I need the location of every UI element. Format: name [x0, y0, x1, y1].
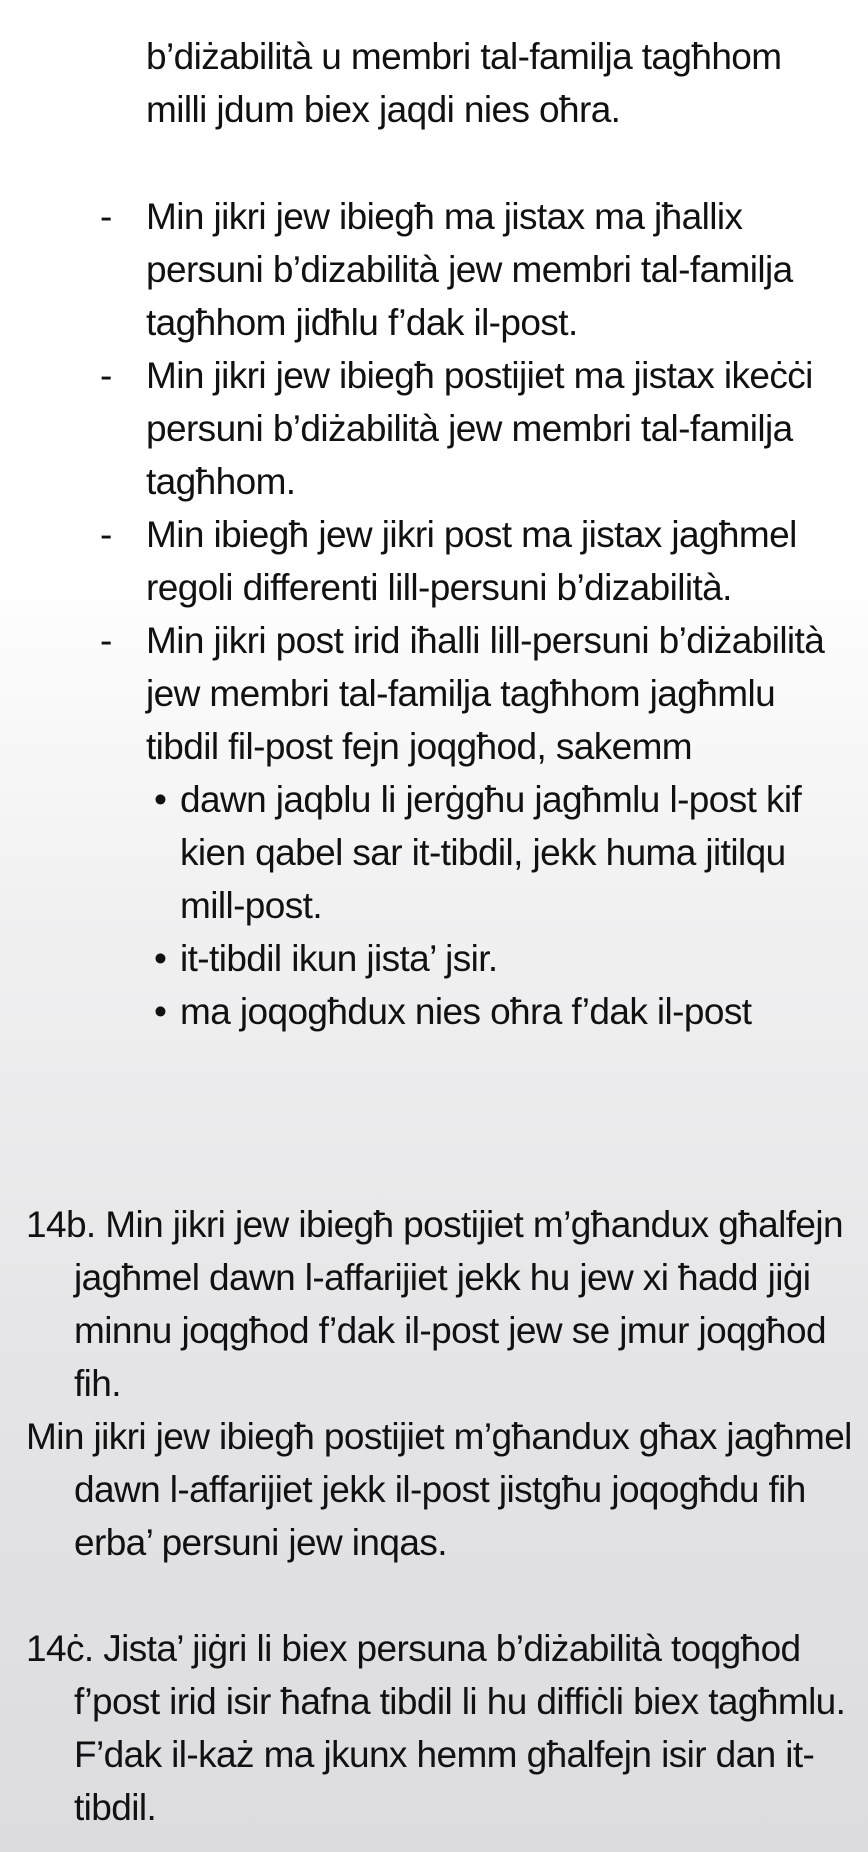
- list-item-text: Min jikri jew ibiegħ ma jistax ma jħallix persuni b’dizabilità jew membri tal-familja tagħhom jidħlu f’dak il-post.: [146, 196, 793, 343]
- bullet-item-text: ma joqogħdux nies oħra f’dak il-post: [180, 991, 752, 1032]
- list-item-text: Min ibiegħ jew jikri post ma jistax jagħmel regoli differenti lill-persuni b’dizabilità.: [146, 514, 797, 608]
- bullet-list: [154, 773, 846, 1038]
- list-item-text: Min jikri post irid iħalli lill-persuni b’diżabilità jew membri tal-familja tagħhom jagħmlu tibdil fil-post fejn joqgħod, sakemm: [146, 620, 825, 767]
- intro-paragraph: b’diżabilità u membri tal-familja tagħhom milli jdum biex jaqdi nies oħra.: [146, 36, 782, 130]
- bullet-item-text: dawn jaqblu li jerġgħu jagħmlu l-post kif kien qabel sar it-tibdil, jekk huma jitilqu mill-post.: [180, 779, 802, 926]
- section-14c-paragraph: 14ċ. Jista’ jiġri li biex persuna b’diżabilità toqgħod f’post irid isir ħafna tibdil li hu diffiċli biex tagħmlu. F’dak il-każ ma jkunx hemm għalfejn isir dan it-tibdil.: [26, 1628, 846, 1828]
- section-14b-paragraph-2: Min jikri jew ibiegħ postijiet m’għandux għax jagħmel dawn l-affarijiet jekk il-post jistgħu joqogħdu fih erba’ persuni jew inqas.: [26, 1416, 852, 1563]
- bullet-marker: •: [154, 938, 167, 979]
- list-item: [0, 349, 846, 508]
- paragraph-gap: [26, 1569, 856, 1622]
- bullet-item: [154, 985, 860, 1038]
- dash-marker: -: [100, 196, 112, 237]
- bullet-item: [154, 773, 860, 932]
- section-14b-paragraph-1: 14b. Min jikri jew ibiegħ postijiet m’għandux għalfejn jagħmel dawn l-affarijiet jekk hu jew xi ħadd jiġi minnu joqgħod f’dak il-post jew se jmur joqgħod fih.: [26, 1204, 844, 1404]
- list-item: [0, 508, 846, 614]
- bullet-marker: •: [154, 779, 167, 820]
- list-item: [0, 614, 846, 1038]
- bullet-item: [154, 932, 860, 985]
- bullet-item-text: it-tibdil ikun jista’ jsir.: [180, 938, 498, 979]
- list-item-text: Min jikri jew ibiegħ postijiet ma jistax ikeċċi persuni b’diżabilità jew membri tal-familja tagħhom.: [146, 355, 813, 502]
- dash-list: [0, 190, 868, 1038]
- bullet-marker: •: [154, 991, 167, 1032]
- dash-marker: -: [100, 355, 112, 396]
- sections: [26, 1198, 856, 1834]
- dash-marker: -: [100, 514, 112, 555]
- dash-marker: -: [100, 620, 112, 661]
- list-item: [0, 190, 846, 349]
